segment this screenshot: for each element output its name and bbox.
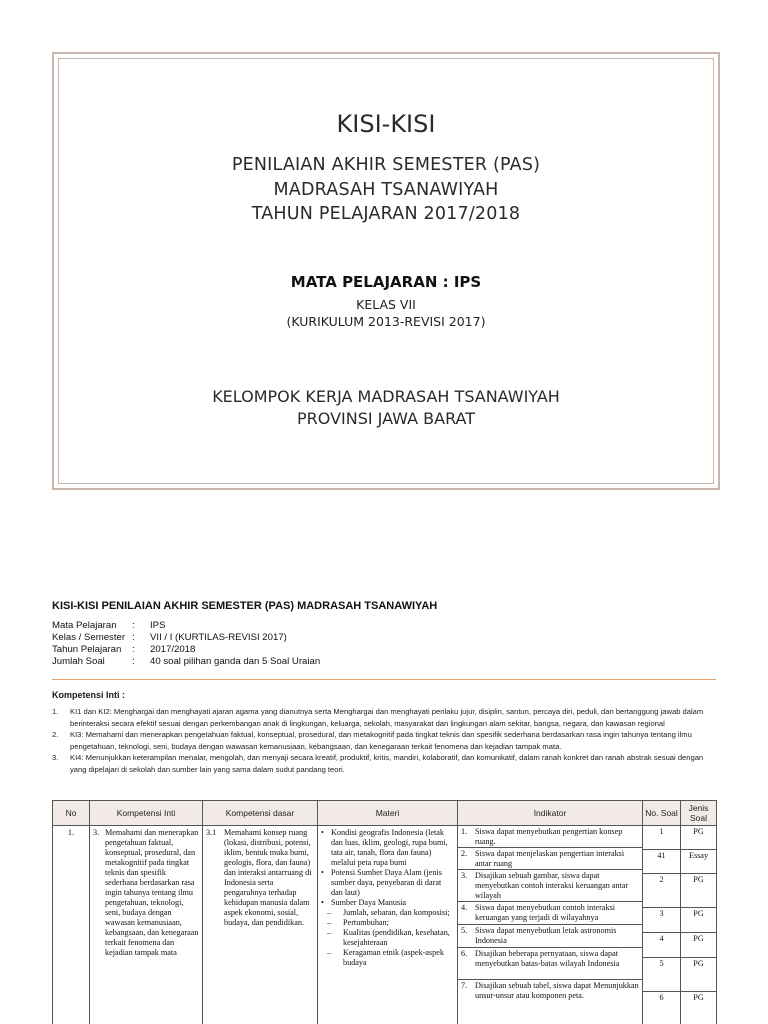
indicator-item: [458, 848, 642, 870]
material-subitem: [321, 908, 454, 918]
indicator-number: 3.: [461, 871, 468, 880]
indicator-text: Siswa dapat menyebutkan pengertian konsep ruang.: [475, 827, 623, 846]
info-value: 2017/2018: [150, 644, 196, 655]
cover-line-pas: PENILAIAN AKHIR SEMESTER (PAS): [231, 155, 541, 175]
cover-curriculum: (KURIKULUM 2013-REVISI 2017): [286, 314, 486, 329]
cover-title: KISI-KISI: [336, 110, 436, 138]
item-text: KI4: Menunjukkan keterampilan menalar, mengolah, dan menyaji secara kreatif, produktif, kritis, mandiri, kolaboratif, dan komunikatif, dalam ranah konkret dan ranah abstrak sesuai dengan yang dipelajari di sekolah dan sumber lain yang sama dalam sudut pandang teori.: [70, 753, 704, 774]
cell-basic-competence: [203, 826, 318, 1024]
table-row: [53, 826, 717, 1024]
question-type: PG: [681, 933, 716, 958]
indicator-item: [458, 925, 642, 948]
material-subitem: [321, 918, 454, 928]
indicator-text: Siswa dapat menjelaskan pengertian interaksi antar ruang: [475, 849, 625, 868]
indicator-number: 6.: [461, 949, 468, 958]
blueprint-table: [52, 800, 717, 1024]
info-row: [52, 632, 320, 644]
core-competence-list: [52, 706, 716, 775]
table-header-row: [53, 801, 717, 826]
page2-title: KISI-KISI PENILAIAN AKHIR SEMESTER (PAS) MADRASAH TSANAWIYAH: [52, 600, 438, 612]
cell-question-number: [643, 826, 681, 1024]
info-row: [52, 656, 320, 668]
material-text: Pertumbuhan;: [343, 918, 389, 927]
material-text: Jumlah, sebaran, dan komposisi;: [343, 908, 450, 917]
core-competence-item: [52, 729, 716, 752]
section-divider: [52, 679, 716, 680]
cover-line-year: TAHUN PELAJARAN 2017/2018: [251, 204, 521, 224]
info-colon: :: [132, 620, 135, 631]
info-colon: :: [132, 656, 135, 667]
header-core-competence: Kompetensi Inti: [90, 801, 203, 826]
indicator-text: Siswa dapat menyebutkan letak astronomis Indonesia: [475, 926, 617, 945]
question-number: 2: [643, 874, 680, 908]
material-text: Keragaman etnik (aspek-aspek budaya: [343, 948, 444, 967]
material-item: [321, 868, 454, 898]
question-number: 1: [643, 826, 680, 850]
cover-working-group: KELOMPOK KERJA MADRASAH TSANAWIYAH: [212, 387, 560, 406]
question-type: PG: [681, 874, 716, 908]
material-item: [321, 828, 454, 868]
header-indicator: Indikator: [458, 801, 643, 826]
cell-no: 1.: [53, 826, 90, 1024]
info-key: Tahun Pelajaran: [52, 644, 122, 655]
dash-icon: –: [327, 908, 332, 917]
question-number: 6: [659, 993, 664, 1002]
cell-indicator: [458, 826, 643, 1024]
material-item: [321, 898, 454, 908]
ki-text: Memahami dan menerapkan pengetahuan faktual, konseptual, prosedural, dan metakognitif pada tingkat teknis dan spesifik sederhana berdasarkan rasa ingin tahunya tentang ilmu pengetahuan, teknologi, seni, budaya dengan wawasan kemanusiaan, kebangsaan, dan kenegaraan terkait fenomena dan kejadian tampak mata: [105, 828, 199, 957]
material-text: Potensi Sumber Daya Alam (jenis sumber daya, penyebaran di darat dan laut): [331, 868, 442, 897]
item-number: 3.: [52, 753, 59, 762]
question-number: 5: [643, 958, 680, 992]
indicator-number: 7.: [461, 981, 468, 990]
dash-icon: –: [327, 948, 332, 957]
header-question-number: No. Soal: [643, 801, 681, 826]
item-number: 1.: [52, 707, 59, 716]
indicator-text: Siswa dapat menyebutkan contoh interaksi keruangan yang terjadi di wilayahnya: [475, 903, 616, 922]
material-subitem: [321, 928, 454, 948]
ki-number: 3.: [93, 828, 100, 837]
bullet-icon: •: [321, 898, 324, 907]
question-number: 3: [643, 908, 680, 933]
dash-icon: –: [327, 918, 332, 927]
info-value: IPS: [150, 620, 166, 631]
item-number: 2.: [52, 730, 59, 739]
indicator-number: 2.: [461, 849, 468, 858]
indicator-number: 1.: [461, 827, 468, 836]
bullet-icon: •: [321, 828, 324, 837]
dash-icon: –: [327, 928, 332, 937]
info-key: Jumlah Soal: [52, 656, 105, 667]
info-colon: :: [132, 632, 135, 643]
indicator-number: 5.: [461, 926, 468, 935]
material-subitem: [321, 948, 454, 968]
indicator-text: Disajikan sebuah gambar, siswa dapat menyebutkan contoh interaksi keruangan antar wilayah: [475, 871, 629, 900]
header-no: No: [53, 801, 90, 826]
core-competence-item: [52, 706, 716, 729]
core-competence-item: [52, 752, 716, 775]
header-question-type: Jenis Soal: [681, 801, 717, 826]
info-value: 40 soal pilihan ganda dan 5 Soal Uraian: [150, 656, 321, 667]
header-basic-competence: Kompetensi dasar: [203, 801, 318, 826]
cover-province: PROVINSI JAWA BARAT: [296, 409, 476, 428]
material-text: Sumber Daya Manusia: [331, 898, 407, 907]
indicator-item: [458, 948, 642, 980]
kd-text: Memahami konsep ruang (lokasi, distribusi, potensi, iklim, bentuk muka bumi, geologis, flora, dan fauna) dan interaksi antarruang di Indonesia serta pengaruhnya terhadap kehidupan manusia dalam aspek ekonomi, sosial, budaya, dan pendidikan.: [224, 828, 312, 927]
cell-material: [318, 826, 458, 1024]
question-number: 41: [643, 850, 680, 874]
question-type: PG: [693, 993, 704, 1002]
cover-class: KELAS VII: [356, 297, 416, 312]
item-text: KI1 dan KI2: Menghargai dan menghayati ajaran agama yang dianutnya serta Menghargai dan menghayati perilaku jujur, disiplin, santun, percaya diri, peduli, dan bertanggung jawab dalam berinteraksi secara efektif sesuai dengan perkembangan anak di lingkungan, keluarga, sekolah, masyarakat dan lingkungan alam sekitar, bangsa, negara, dan kawasan regional: [70, 707, 704, 728]
header-material: Materi: [318, 801, 458, 826]
indicator-item: [458, 826, 642, 848]
cell-question-type: [681, 826, 717, 1024]
indicator-item: [458, 870, 642, 902]
info-row: [52, 644, 320, 656]
question-type: PG: [681, 908, 716, 933]
bullet-icon: •: [321, 868, 324, 877]
core-competence-heading: Kompetensi Inti :: [52, 690, 126, 700]
cover-line-mts: MADRASAH TSANAWIYAH: [273, 180, 499, 200]
item-text: KI3: Memahami dan menerapkan pengetahuan faktual, konseptual, prosedural, dan metakognitif pada tingkat teknis dan spesifik sederhana berdasarkan rasa ingin tahunya tentang ilmu pengetahuan, teknologi, seni, budaya dengan wawasan kemanusiaan, kebangsaan, dan kenegaraan terkait fenomena dan kejadian tampak mata.: [70, 730, 692, 751]
question-type: Essay: [681, 850, 716, 874]
info-value: VII / I (KURTILAS-REVISI 2017): [150, 632, 287, 643]
cell-core-competence: [90, 826, 203, 1024]
question-type: PG: [681, 826, 716, 850]
indicator-text: Disajikan sebuah tabel, siswa dapat Menunjukkan unsur-unsur atau komponen peta.: [475, 981, 639, 1000]
indicator-number: 4.: [461, 903, 468, 912]
indicator-item: [458, 902, 642, 925]
question-type: PG: [681, 958, 716, 992]
cover-subject: MATA PELAJARAN : IPS: [290, 273, 482, 291]
info-key: Kelas / Semester: [52, 632, 126, 643]
indicator-item: [458, 980, 642, 1011]
kd-number: 3.1: [206, 828, 217, 837]
info-colon: :: [132, 644, 135, 655]
material-text: Kondisi geografis Indonesia (letak dan luas, iklim, geologi, rupa bumi, tata air, tanah, flora dan fauna) melalui peta rupa bumi: [331, 828, 448, 867]
info-block: [52, 620, 320, 668]
material-text: Kualitas (pendidikan, kesehatan, kesejahteraan: [343, 928, 450, 947]
indicator-text: Disajikan beberapa pernyataan, siswa dapat menyebutkan batas-batas wilayah Indonesia: [475, 949, 620, 968]
question-number: 4: [643, 933, 680, 958]
info-key: Mata Pelajaran: [52, 620, 117, 631]
info-row: [52, 620, 320, 632]
